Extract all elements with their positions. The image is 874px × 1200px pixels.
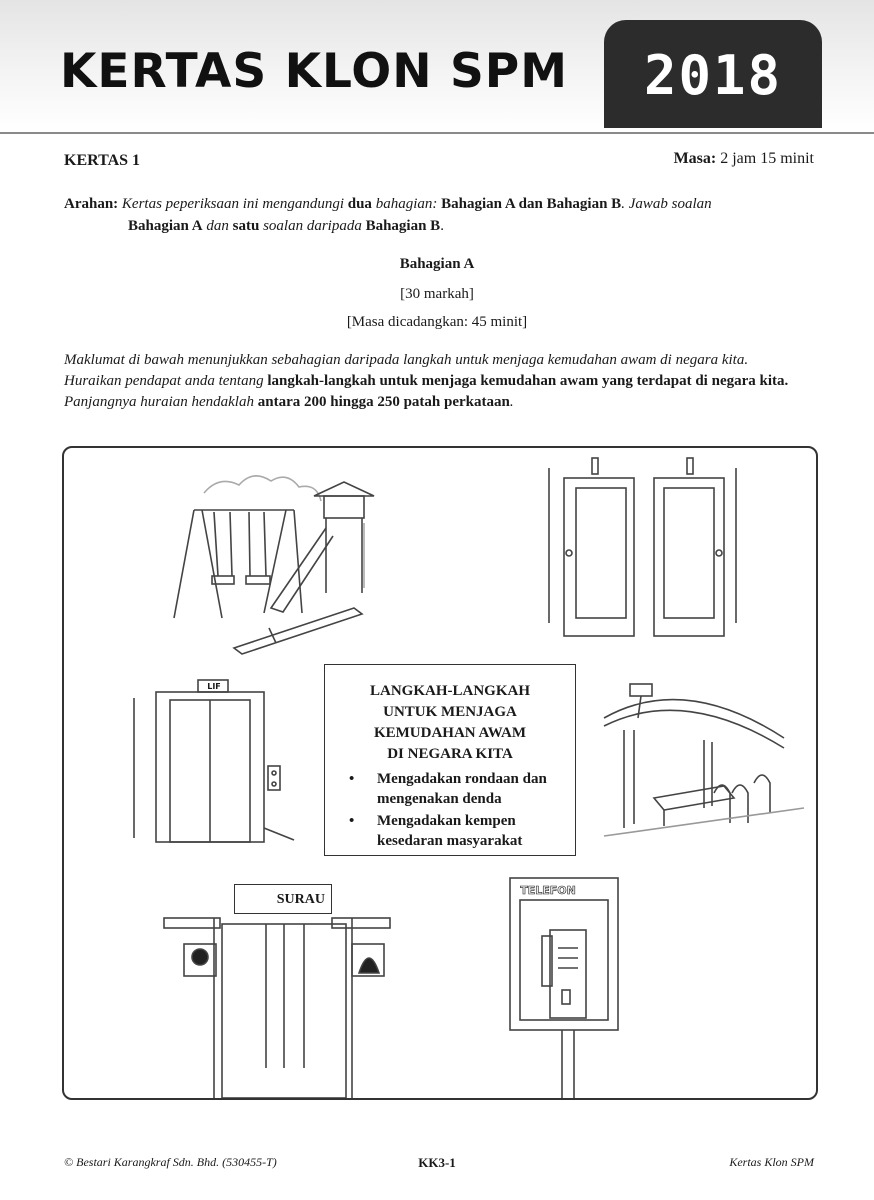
measure-item: • Mengadakan kempen kesedaran masyarakat <box>349 811 575 851</box>
instr-part: Bahagian B <box>365 218 441 234</box>
instructions-line-1 <box>64 193 816 215</box>
measures-title <box>325 681 575 765</box>
instr-part: satu <box>232 218 260 234</box>
banner-title: KERTAS KLON SPM <box>60 44 569 99</box>
year-tab <box>604 20 822 128</box>
time-label <box>674 150 814 168</box>
instructions <box>64 193 816 237</box>
footer-page-code: KK3-1 <box>418 1155 456 1170</box>
instr-part: . <box>440 218 444 234</box>
lift-illustration <box>134 680 294 842</box>
footer-copyright: © Bestari Karangkraf Sdn. Bhd. (530455-T) <box>64 1155 277 1169</box>
measures-box <box>324 664 576 856</box>
paper-label: KERTAS 1 <box>64 152 141 169</box>
playground-illustration <box>174 476 374 654</box>
instr-part: soalan daripada <box>263 218 362 234</box>
bus-stop-illustration <box>604 684 804 836</box>
instr-part: Bahagian A <box>128 218 203 234</box>
header-banner <box>0 0 874 134</box>
question-sentence-1: Maklumat di bawah menunjukkan sebahagian daripada langkah untuk menjaga kemudahan awam di negara kita. <box>64 352 749 368</box>
instr-part: Bahagian A dan Bahagian B <box>441 196 622 212</box>
measures-list <box>325 769 575 851</box>
instr-part: dan <box>206 218 229 234</box>
time-value: 2 jam 15 minit <box>720 150 814 167</box>
instructions-line-2 <box>64 215 816 237</box>
instr-part: Kertas peperiksaan ini mengandungi <box>121 196 344 212</box>
public-doors-illustration <box>549 458 736 636</box>
q-part: Panjangnya huraian hendaklah <box>64 394 254 410</box>
q-part: . <box>784 373 789 389</box>
year-text: 2018 <box>643 44 783 107</box>
q-part: antara 200 hingga 250 patah perkataan <box>257 394 510 410</box>
q-part: Huraikan pendapat anda tentang <box>64 373 264 389</box>
section-marks: [30 markah] <box>400 286 474 302</box>
question-sentence-3 <box>64 392 816 413</box>
instr-part: bahagian: <box>375 196 438 212</box>
measures-title-line: DI NEGARA KITA <box>387 746 513 762</box>
section-title: Bahagian A <box>399 256 475 272</box>
telefon-sign: TELEFON <box>520 884 576 897</box>
instr-part: dua <box>347 196 372 212</box>
time-key: Masa: <box>673 150 717 167</box>
footer-series: Kertas Klon SPM <box>729 1155 814 1169</box>
surau-sign: SURAU <box>234 884 332 914</box>
stimulus-figure <box>62 446 818 1100</box>
q-part: langkah-langkah untuk menjaga kemudahan awam yang terdapat di negara kita <box>267 373 785 389</box>
telefon-booth-illustration <box>510 878 618 1098</box>
instructions-key: Arahan: <box>64 196 119 212</box>
measure-item: • Mengadakan rondaan dan mengenakan denda <box>349 769 575 809</box>
instr-part: . Jawab soalan <box>621 196 712 212</box>
measures-title-line: KEMUDAHAN AWAM <box>373 725 527 741</box>
question-text <box>64 350 816 413</box>
section-suggested-time: [Masa dicadangkan: 45 minit] <box>346 314 528 330</box>
measures-title-line: UNTUK MENJAGA <box>383 704 517 720</box>
lif-sign: LIF <box>207 682 221 691</box>
question-sentence-2 <box>64 371 816 392</box>
measures-title-line: LANGKAH-LANGKAH <box>369 683 530 699</box>
q-part: . <box>509 394 514 410</box>
surau-illustration <box>164 899 390 1098</box>
